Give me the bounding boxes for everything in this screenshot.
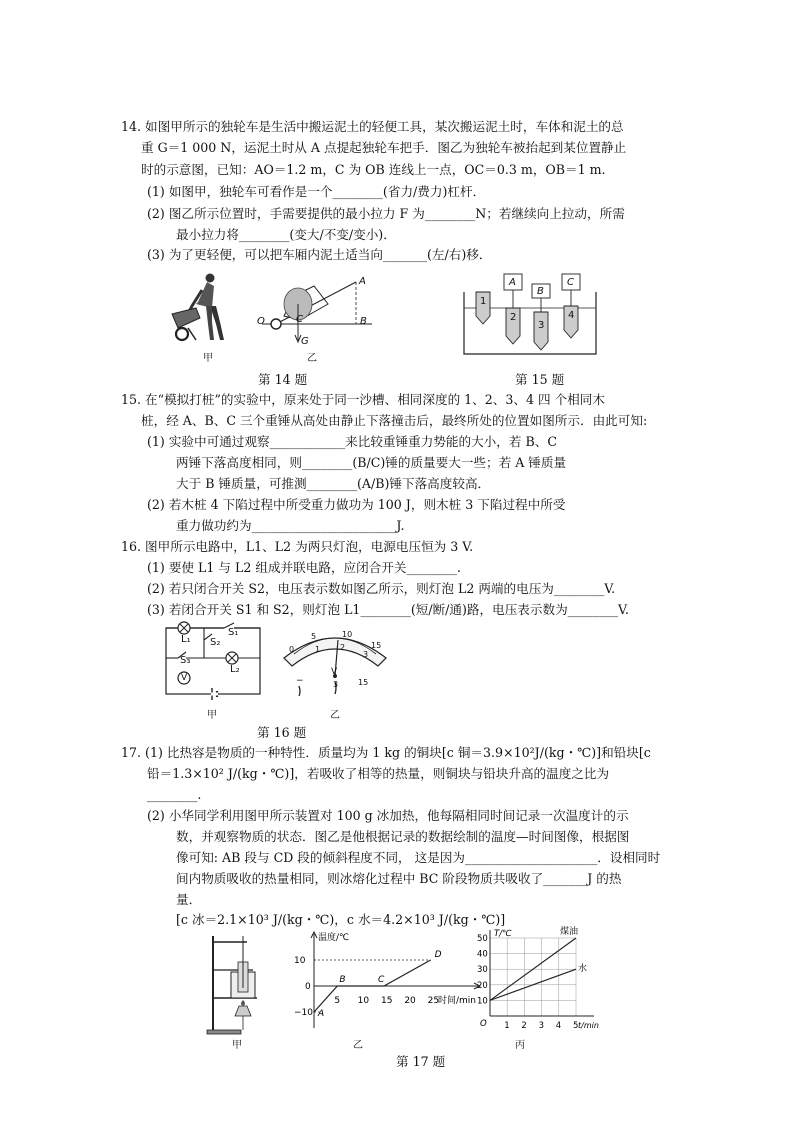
- y-tick-label: 40: [477, 949, 488, 960]
- x-axis-label: 时间/min: [438, 996, 477, 1006]
- q15-caption: 第 15 题: [515, 372, 565, 387]
- q16-voltmeter-dial: [280, 622, 390, 702]
- q15-pile-3-label: 3: [538, 320, 545, 331]
- y-tick-label: 50: [477, 934, 488, 944]
- q15-figure: [462, 272, 598, 356]
- meter-tick-b2: 2: [340, 643, 346, 652]
- q15-pile-2-label: 2: [510, 312, 517, 323]
- q14-figure-yi: [254, 276, 374, 348]
- q14-line-1: 14. 如图甲所示的独轮车是生活中搬运泥土的轻便工具，某次搬运泥土时，车体和泥土的总: [121, 119, 624, 134]
- y-axis-label: T/℃: [494, 929, 512, 939]
- q15-hammer-B-label: B: [537, 286, 544, 297]
- meter-tick-15: 15: [371, 641, 382, 650]
- meter-tick-b1: 1: [315, 645, 321, 654]
- alcohol-lamp: [235, 1006, 251, 1016]
- q14-label-C: C: [296, 314, 303, 325]
- q16-line-1: 16. 图甲所示电路中，L1、L2 为两只灯泡，电源电压恒为 3 V.: [121, 539, 474, 554]
- q16-circuit: [164, 622, 264, 702]
- point-label-A: A: [318, 1009, 325, 1019]
- label-S2: S₂: [210, 637, 221, 648]
- q16-caption: 第 16 题: [257, 725, 307, 740]
- q17-part-2e: 量．: [176, 892, 202, 907]
- q17-line-1: 17. (1) 比热容是物质的一种特性．质量均为 1 kg 的铜块[c 铜＝3.9×10²J/(kg・℃)]和铅块[c: [121, 745, 651, 760]
- meter-tick-5: 5: [311, 632, 317, 641]
- q14-fig-label-jia: 甲: [203, 353, 213, 364]
- y-tick-label: −10: [294, 1008, 313, 1018]
- q15-pile-4-label: 4: [568, 310, 575, 321]
- x-tick-label: 5: [334, 996, 341, 1006]
- q14-part-1: (1) 如图甲，独轮车可看作是一个________(省力/费力)杠杆．: [147, 184, 486, 199]
- q15-part-2b: 重力做功约为_______________________J.: [176, 518, 405, 533]
- q14-caption: 第 14 题: [258, 372, 308, 387]
- point-label-C: C: [378, 975, 385, 985]
- x-tick-label: 3: [538, 1021, 545, 1031]
- x-tick-label: 20: [404, 996, 416, 1006]
- x-tick-label: 5: [573, 1021, 579, 1031]
- point-label-D: D: [434, 950, 442, 960]
- q14-figure-jia: [170, 272, 250, 352]
- flame: [241, 1000, 245, 1006]
- q14-part-2a: (2) 图乙所示位置时，手需要提供的最小拉力 F 为________N；若继续向上拉动，所需: [147, 206, 625, 221]
- label-L2: L₂: [230, 664, 240, 675]
- q17-fig-label-bing: 丙: [515, 1040, 525, 1051]
- q15-line-2: 桩，经 A、B、C 三个重锤从高处由静止下落撞击后，最终所处的位置如图所示．由此可知:: [141, 413, 648, 428]
- q15-part-2a: (2) 若木桩 4 下陷过程中所受重力做功为 100 J，则木桩 3 下陷过程中所受: [147, 497, 566, 512]
- q17-fig-label-yi: 乙: [353, 1040, 363, 1051]
- label-S1: S₁: [228, 627, 239, 638]
- q17-part-2a: (2) 小华同学利用图甲所示装置对 100 g 冰加热，他每隔相同时间记录一次温度计的示: [147, 808, 629, 823]
- y-tick-label: 30: [477, 965, 488, 976]
- x-tick-label: 10: [357, 996, 370, 1006]
- q17-part-2c: 像可知: AB 段与 CD 段的倾斜程度不同， 这是因为_____________________．设相同时: [176, 850, 661, 865]
- meter-terminal-minus: −: [296, 676, 304, 686]
- q14-label-A: A: [359, 276, 366, 287]
- q15-hammer-C-label: C: [567, 277, 574, 288]
- q16-part-2: (2) 若只闭合开关 S2，电压表示数如图乙所示，则灯泡 L2 两端的电压为________V.: [147, 581, 616, 596]
- q14-part-2b: 最小拉力将________(变大/不变/变小)．: [176, 227, 396, 242]
- terminal-minus: [299, 686, 300, 696]
- y-tick-label: 20: [477, 980, 488, 991]
- meter-terminal-15: 15: [358, 678, 369, 687]
- q14-label-O: O: [257, 316, 265, 327]
- x-axis-label: t/min: [578, 1021, 599, 1030]
- x-tick-label: 1: [504, 1021, 510, 1031]
- pile-3: [534, 312, 548, 350]
- meter-tick-0: 0: [289, 645, 295, 654]
- series-label-1: 水: [578, 964, 588, 975]
- series-label-0: 煤油: [560, 927, 579, 937]
- x-tick-label: 4: [555, 1021, 562, 1031]
- q14-label-B: B: [360, 316, 367, 327]
- meter-unit-V: V: [331, 667, 338, 677]
- q15-hammer-A-label: A: [509, 277, 516, 288]
- q15-part-1b: 两锤下落高度相同，则________(B/C)锤的质量要大一些；若 A 锤质量: [176, 455, 567, 470]
- stand-base: [207, 1030, 241, 1034]
- q15-part-1a: (1) 实验中可通过观察____________来比较重锤重力势能的大小，若 B、C: [147, 434, 557, 449]
- q15-line-1: 15. 在“模拟打桩”的实验中，原来处于同一沙槽、相同深度的 1、2、3、4 四 个相同木: [121, 392, 605, 407]
- wheelbarrow-tray: [172, 308, 200, 328]
- y-tick-label: 10: [294, 956, 306, 966]
- y-tick-label: 10: [477, 996, 488, 1007]
- q17-part-2d: 间内物质吸收的热量相同，则冰熔化过程中 BC 阶段物质共吸收了_______J 的热: [176, 871, 622, 886]
- q17-caption: 第 17 题: [396, 1054, 446, 1069]
- q14-label-G: G: [301, 336, 309, 347]
- q17-fig-label-jia: 甲: [232, 1040, 242, 1051]
- meter-tick-10: 10: [342, 630, 353, 639]
- q17-line-3: ________.: [147, 787, 202, 802]
- person-head: [206, 274, 215, 283]
- q16-part-3: (3) 若闭合开关 S1 和 S2，则灯泡 L1________(短/断/通)路，电压表示数为________V.: [147, 602, 629, 617]
- q17-apparatus: [205, 932, 265, 1036]
- meter-terminal-3: 3: [333, 680, 339, 689]
- wheel: [271, 319, 281, 329]
- q17-heating-chart: [474, 926, 600, 1030]
- label-V: V: [181, 673, 188, 683]
- label-L1: L₁: [181, 634, 191, 645]
- wheelbarrow-wheel: [176, 328, 188, 340]
- q14-fig-label-yi: 乙: [307, 353, 317, 364]
- q15-pile-1-label: 1: [480, 296, 487, 307]
- q17-part-2b: 数，并观察物质的状态．图乙是他根据记录的数据绘制的温度—时间图像，根据图: [176, 829, 630, 844]
- q14-line-2: 重 G＝1 000 N，运泥土时从 A 点提起独轮车把手．图乙为独轮车被抬起到某位置静止: [141, 140, 627, 155]
- y-axis-label: 温度/℃: [318, 933, 350, 943]
- label-S3: S₃: [180, 655, 191, 666]
- x-tick-label: 2: [521, 1021, 527, 1031]
- x-tick-label: 15: [381, 996, 393, 1006]
- q14-part-3: (3) 为了更轻便，可以把车厢内泥土适当向_______(左/右)移．: [147, 247, 492, 262]
- wheelbarrow-leg: [188, 328, 196, 340]
- y-tick-label: 0: [305, 982, 311, 992]
- origin-label: O: [480, 1019, 487, 1029]
- q14-line-3: 时的示意图，已知：AO＝1.2 m，C 为 OB 连线上一点，OC＝0.3 m，OB＝1 m.: [141, 162, 606, 177]
- q16-part-1: (1) 要使 L1 与 L2 组成并联电路，应闭合开关________.: [147, 560, 461, 575]
- point-label-B: B: [339, 975, 346, 985]
- q17-line-2: 铅＝1.3×10² J/(kg・℃)]，若吸收了相等的热量，则铜块与铅块升高的温度之比为: [147, 766, 610, 781]
- q17-part-2f: [c 冰＝2.1×10³ J/(kg・℃)，c 水＝4.2×10³ J/(kg・℃)]: [176, 912, 506, 927]
- q16-fig-label-jia: 甲: [207, 710, 217, 721]
- q16-fig-label-yi: 乙: [330, 710, 340, 721]
- q17-temp-time-chart: [290, 928, 486, 1032]
- meter-tick-b3: 3: [363, 650, 369, 659]
- q15-part-1c: 大于 B 锤质量，可推测________(A/B)锤下落高度较高．: [176, 476, 491, 491]
- x-tick-label: 25: [427, 996, 440, 1006]
